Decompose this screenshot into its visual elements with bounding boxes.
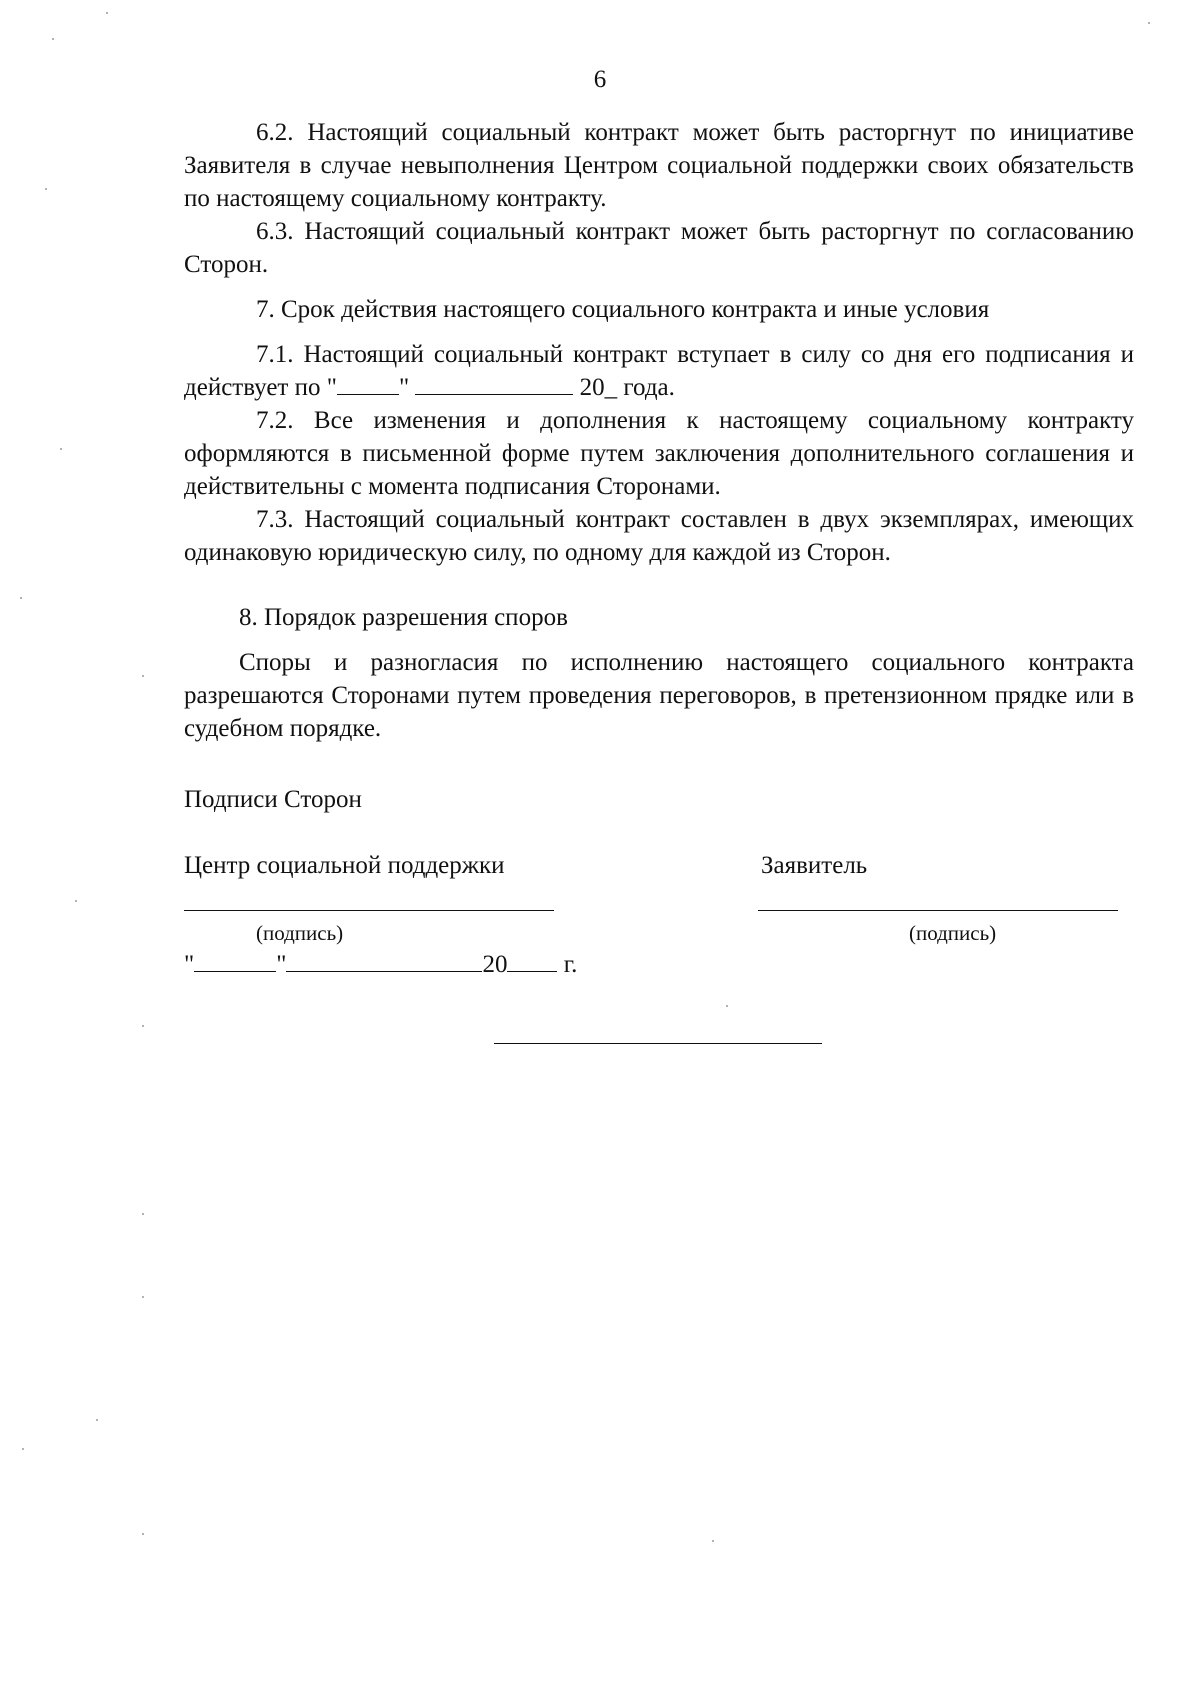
scan-speck	[712, 1540, 714, 1542]
page-number: 6	[593, 66, 607, 93]
signature-date	[184, 948, 577, 981]
spacer	[184, 326, 1134, 338]
scan-speck	[22, 1448, 24, 1450]
scan-speck	[142, 1213, 144, 1215]
scan-speck	[142, 1025, 144, 1027]
date-quote-open: "	[184, 951, 195, 978]
clause-7-3: 7.3. Настоящий социальный контракт составлен в двух экземплярах, имеющих одинаковую юридическую силу, по одному для каждой из Сторон.	[184, 506, 1134, 566]
spacer	[184, 281, 1134, 293]
signatures-title: Подписи Сторон	[184, 786, 362, 813]
scan-speck	[106, 12, 108, 14]
scan-speck	[75, 900, 77, 902]
date-month-blank	[286, 970, 482, 972]
clause-6-3: 6.3. Настоящий социальный контракт может быть расторгнут по согласованию Сторон.	[184, 218, 1134, 278]
left-party-label: Центр социальной поддержки	[184, 852, 505, 879]
clause-8: Споры и разногласия по исполнению настоящего социального контракта разрешаются Сторонами путем проведения переговоров, в претензионном прядке или в судебном порядке.	[184, 649, 1134, 742]
month-blank	[415, 393, 573, 395]
scan-speck	[60, 448, 62, 450]
spacer	[184, 569, 1134, 601]
date-suffix: г.	[563, 951, 578, 978]
left-signature-line	[184, 910, 554, 911]
clause-6-2: 6.2. Настоящий социальный контракт может быть расторгнут по инициативе Заявителя в случае невыполнения Центром социальной поддержки своих обязательств по настоящему социальному контракту.	[184, 119, 1134, 212]
right-signature-caption: (подпись)	[909, 921, 997, 945]
scan-speck	[142, 675, 144, 677]
right-signature-line	[758, 910, 1118, 911]
date-year-prefix: 20	[482, 951, 508, 978]
clause-7-1-year: 20_ года.	[579, 374, 675, 401]
clause-7-1-text: 7.1. Настоящий социальный контракт вступает в силу со дня его подписания и действует по "	[184, 341, 1134, 401]
scan-speck	[96, 1419, 98, 1421]
scan-speck	[142, 1296, 144, 1298]
date-year-blank	[507, 970, 557, 972]
scan-speck	[1148, 22, 1150, 24]
clause-7-1	[184, 338, 1134, 404]
day-blank	[337, 393, 399, 395]
section-8-heading: 8. Порядок разрешения споров	[239, 604, 568, 631]
right-party-label: Заявитель	[761, 852, 868, 879]
clause-7-1-quote: "	[398, 374, 410, 401]
scan-speck	[20, 597, 22, 599]
scan-speck	[45, 188, 47, 190]
end-of-document-line	[494, 1043, 822, 1044]
scan-speck	[726, 1005, 728, 1007]
date-day-blank	[194, 970, 276, 972]
document-body	[184, 116, 1134, 745]
section-7-heading: 7. Срок действия настоящего социального контракта и иные условия	[256, 296, 990, 323]
left-signature-caption: (подпись)	[256, 921, 344, 945]
scan-speck	[52, 38, 54, 40]
spacer	[184, 634, 1134, 646]
clause-7-2: 7.2. Все изменения и дополнения к настоящему социальному контракту оформляются в письменной форме путем заключения дополнительного соглашения и действительны с момента подписания Сторонами.	[184, 407, 1134, 500]
date-quote-close: "	[276, 951, 287, 978]
scan-speck	[142, 1533, 144, 1535]
